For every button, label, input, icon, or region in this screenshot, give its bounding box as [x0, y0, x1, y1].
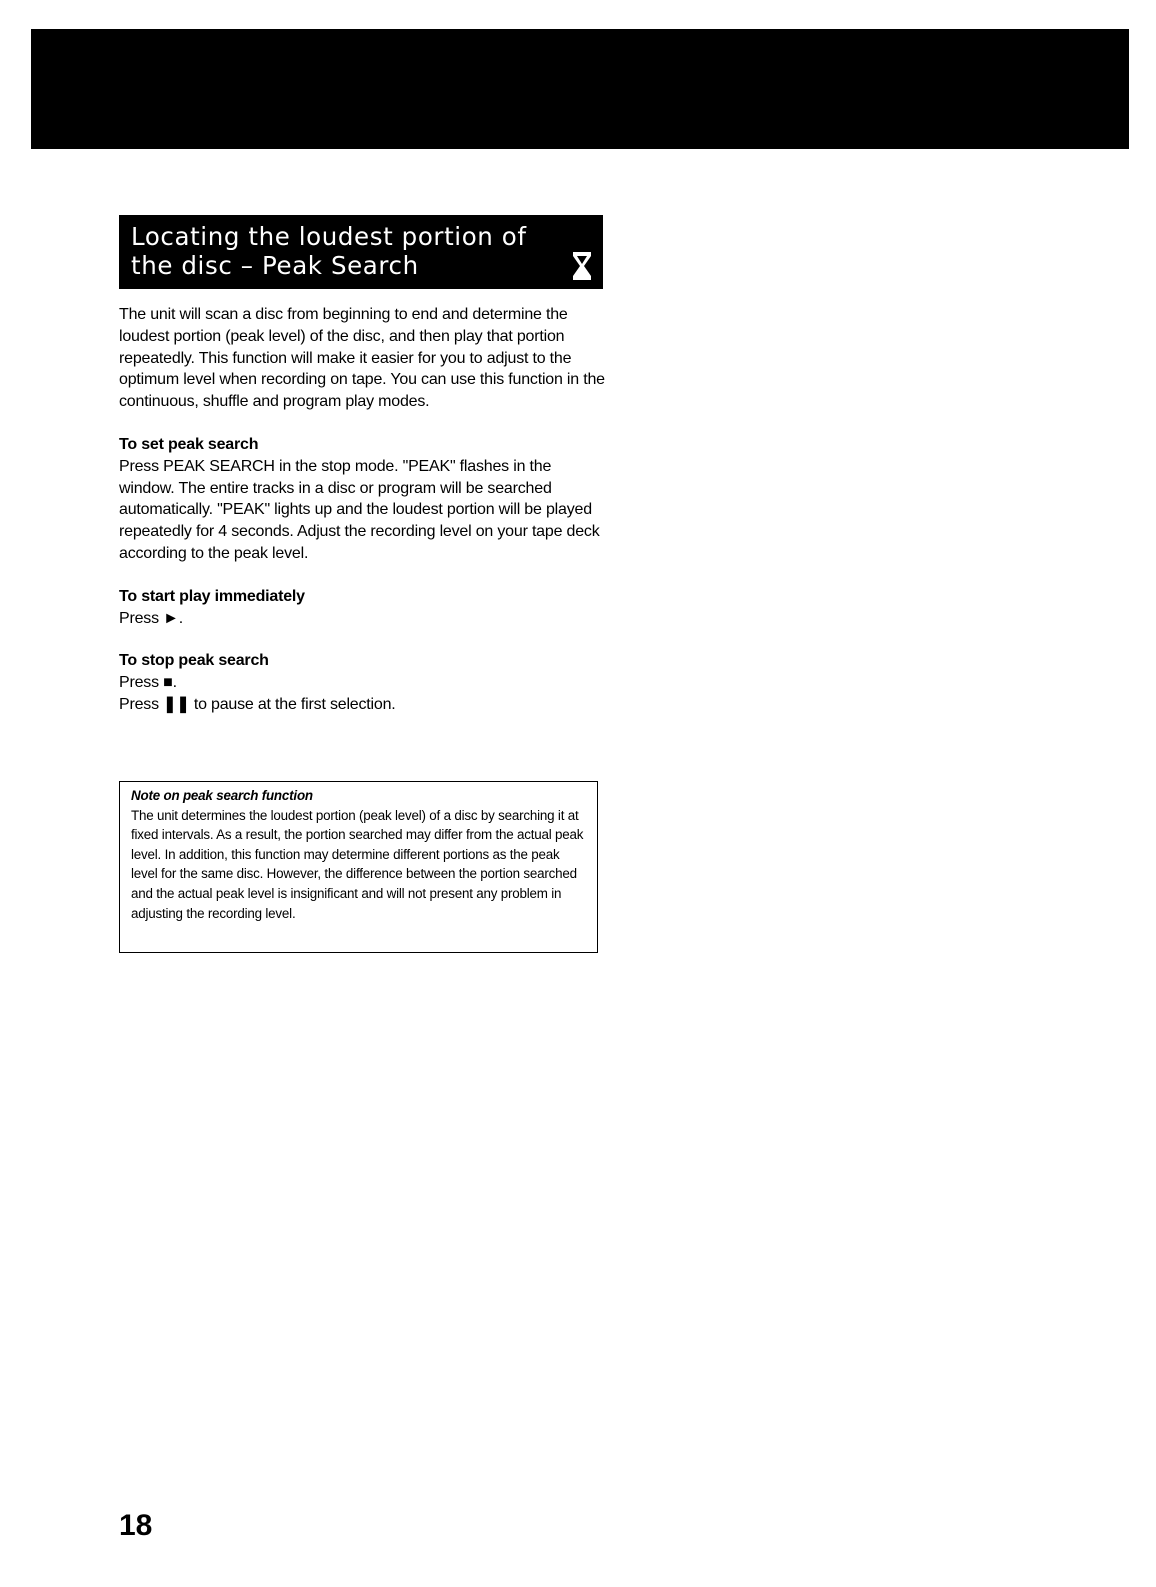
pause-description: to pause at the first selection. [193, 695, 396, 713]
set-peak-body: Press PEAK SEARCH in the stop mode. "PEAK" flashes in the window. The entire tracks in a disc or program will be searched automatically. "PEAK" lights up and the loudest portion will be played repeatedly for 4 seconds. Adjust the recording level on your tape deck according to the peak level. [119, 457, 600, 562]
pause-icon: ❚❚ [163, 695, 190, 713]
start-play-body [119, 608, 609, 630]
period: . [178, 609, 184, 627]
intro-paragraph: The unit will scan a disc from beginning to end and determine the loudest portion (peak level) of the disc, and then play that portion repeatedly. This function will make it easier for you to adjust to the optimum level when recording on tape. You can use this function in the continuous, shuffle and program play modes. [119, 306, 605, 411]
start-play-section [119, 586, 609, 630]
press-label: Press [119, 609, 159, 627]
play-icon: ► [163, 609, 179, 627]
press-label: Press [119, 695, 159, 713]
note-body: The unit determines the loudest portion (peak level) of a disc by searching it at fixed intervals. As a result, the portion searched may differ from the actual peak level. In addition, this function may determine different portions as the peak level for the same disc. However, the difference between the portion searched and the actual peak level is insignificant and will not present any problem in adjusting the recording level. [131, 807, 584, 921]
note-title: Note on peak search function [131, 788, 313, 803]
page-number: 18 [119, 1509, 153, 1542]
stop-peak-line-1 [119, 672, 609, 694]
title-line-1: Locating the loudest portion of [131, 222, 527, 251]
title-line-2: the disc – Peak Search [131, 251, 419, 280]
period: . [172, 674, 177, 692]
header-bar [31, 29, 1129, 149]
section-title [119, 215, 603, 289]
stop-peak-section [119, 650, 609, 715]
set-peak-section [119, 434, 609, 565]
stop-peak-heading: To stop peak search [119, 652, 269, 670]
set-peak-heading: To set peak search [119, 435, 259, 453]
stop-peak-line-2 [119, 694, 609, 716]
note-box [119, 781, 598, 953]
hourglass-icon [571, 250, 593, 282]
main-content [119, 304, 609, 737]
press-label: Press [119, 674, 159, 692]
start-play-heading: To start play immediately [119, 587, 305, 605]
stop-icon: ■ [163, 674, 173, 692]
